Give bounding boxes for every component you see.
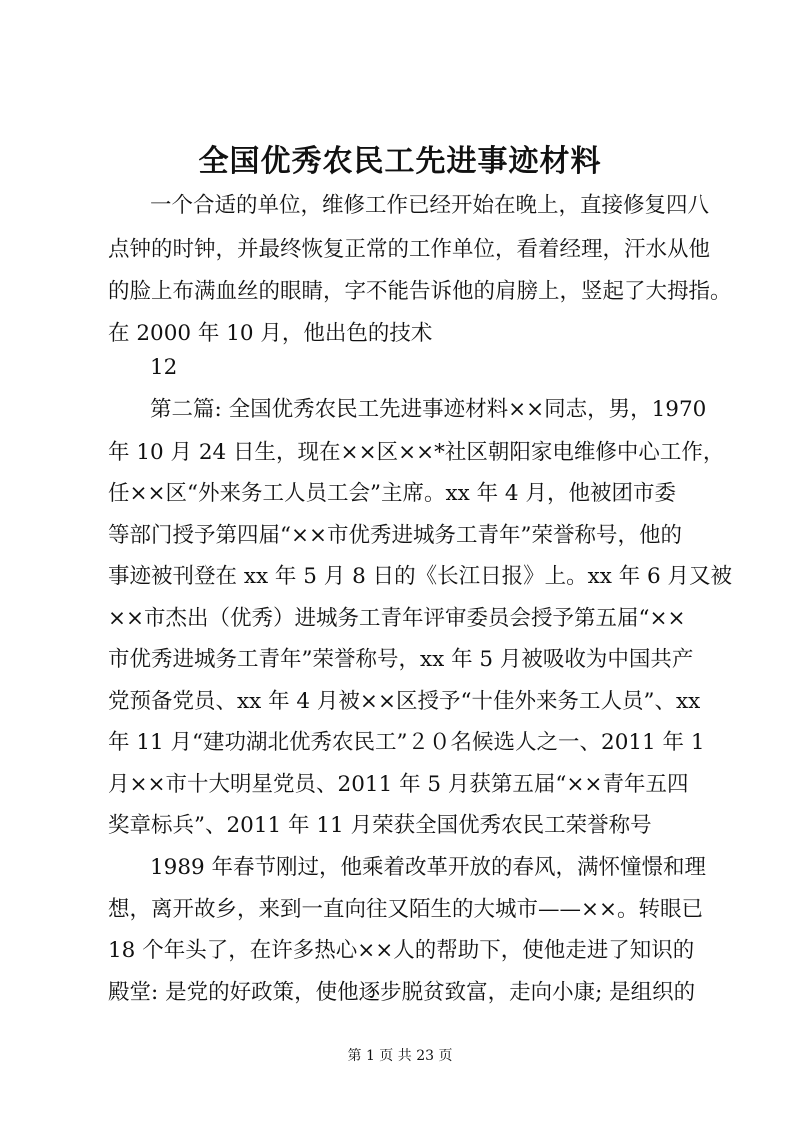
- text-line: 等部门授予第四届“××市优秀进城务工青年”荣誉称号，他的: [108, 523, 683, 548]
- text-line: 年 11 月“建功湖北优秀农民工”２０名候选人之一、2011 年 1: [108, 730, 705, 755]
- text-line: 奖章标兵”、2011 年 11 月荣获全国优秀农民工荣誉称号: [108, 813, 652, 838]
- text-line: 月××市十大明星党员、2011 年 5 月获第五届“××青年五四: [108, 772, 689, 797]
- text-line: 点钟的时钟，并最终恢复正常的工作单位，看着经理，汗水从他: [108, 237, 711, 262]
- text-line: 一个合适的单位，维修工作已经开始在晚上，直接修复四八: [150, 193, 710, 218]
- text-line: 想，离开故乡，来到一直向往又陌生的大城市——××。转眼已: [108, 897, 704, 922]
- text-line: 在 2000 年 10 月，他出色的技术: [108, 321, 433, 346]
- text-line: 殿堂: 是党的好政策，使他逐步脱贫致富，走向小康; 是组织的: [108, 980, 696, 1005]
- page-number-marker: 12: [150, 355, 178, 380]
- text-line: 市优秀进城务工青年”荣誉称号，xx 年 5 月被吸收为中国共产: [108, 647, 694, 672]
- text-line: 任××区“外来务工人员工会”主席。xx 年 4 月，他被团市委: [108, 481, 676, 506]
- text-line: 1989 年春节刚过，他乘着改革开放的春风，满怀憧憬和理: [150, 855, 707, 880]
- text-line: ××市杰出（优秀）进城务工青年评审委员会授予第五届“××: [108, 606, 686, 631]
- page-footer: 第 1 页 共 23 页: [347, 1048, 453, 1064]
- text-line: 年 10 月 24 日生，现在××区××*社区朝阳家电维修中心工作，: [108, 440, 725, 465]
- document-title: 全国优秀农民工先进事迹材料: [198, 144, 602, 179]
- text-line: 党预备党员、xx 年 4 月被××区授予“十佳外来务工人员”、xx: [108, 689, 701, 714]
- text-line: 第二篇: 全国优秀农民工先进事迹材料××同志，男，1970: [150, 397, 707, 422]
- text-line: 的脸上布满血丝的眼睛，字不能告诉他的肩膀上，竖起了大拇指。: [108, 279, 732, 304]
- text-line: 18 个年头了，在许多热心××人的帮助下，使他走进了知识的: [108, 938, 695, 963]
- text-line: 事迹被刊登在 xx 年 5 月 8 日的《长江日报》上。xx 年 6 月又被: [108, 564, 733, 589]
